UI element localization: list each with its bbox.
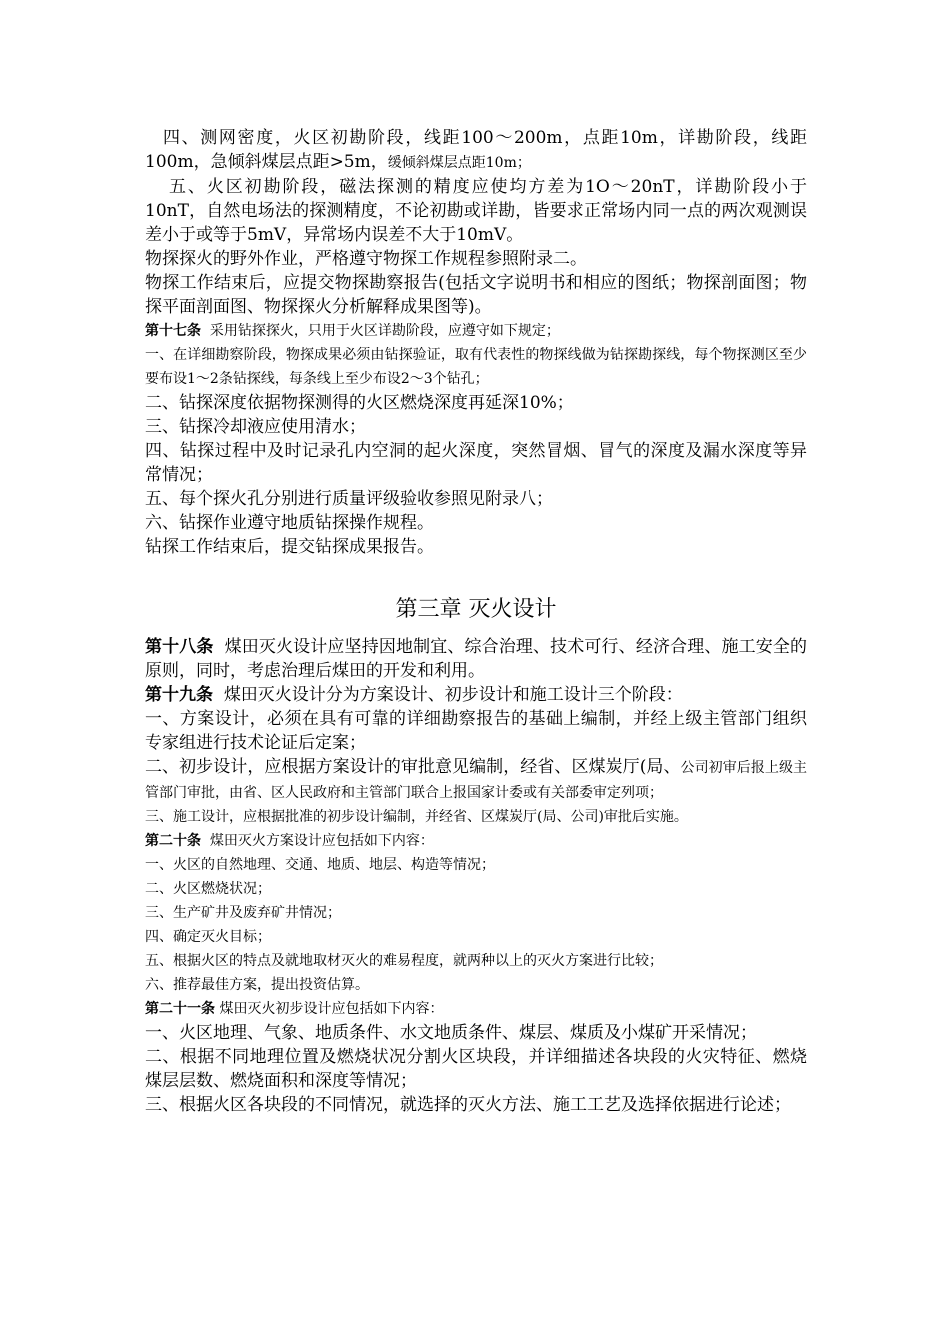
article-17-item-1: 一、在详细勘察阶段，物探成果必须由钻探验证，取有代表性的物探线做为钻探勘探线，每个物探测区至少要布设1～2条钻探线，每条线上至少布设2～3个钻孔； [145, 347, 807, 387]
paragraph-precision: 五、火区初勘阶段，磁法探测的精度应使均方差为1O～20nT，详勘阶段小于10nT，自然电场法的探测精度，不论初勘或详勘，皆要求正常场内同一点的两次观测误差小于或等于5mV，异常场内误差不大于10mV。 [145, 177, 807, 245]
article-19 [145, 683, 807, 707]
paragraph-report: 物探工作结束后，应提交物探勘察报告(包括文字说明书和相应的图纸；物探剖面图；物探平面剖面图、物探探火分析解释成果图等)。 [145, 273, 807, 317]
article-17-item-5: 五、每个探火孔分别进行质量评级验收参照见附录八； [145, 489, 553, 509]
article-17 [145, 319, 807, 343]
article-20-item: 二、火区燃烧状况； [145, 881, 271, 897]
article-21-item-1: 一、火区地理、气象、地质条件、水文地质条件、煤层、煤质及小煤矿开采情况； [145, 1023, 757, 1043]
article-21-item-2: 二、根据不同地理位置及燃烧状况分割火区块段，并详细描述各块段的火灾特征、燃烧煤层层数、燃烧面积和深度等情况； [145, 1047, 807, 1091]
article-label: 第二十条 [145, 833, 201, 849]
article-20 [145, 829, 807, 853]
article-19-item-3: 三、施工设计，应根据批准的初步设计编制，并经省、区煤炭厅(局、公司)审批后实施。 [145, 809, 688, 825]
article-17-item-4: 四、钻探过程中及时记录孔内空洞的起火深度，突然冒烟、冒气的深度及漏水深度等异常情况； [145, 441, 807, 485]
article-label: 第十八条 [145, 637, 214, 657]
article-text: 煤田灭火设计分为方案设计、初步设计和施工设计三个阶段： [223, 685, 683, 705]
article-text: 煤田灭火方案设计应包括如下内容： [209, 833, 434, 849]
article-20-item: 四、确定灭火目标； [145, 929, 271, 945]
article-17-conclusion: 钻探工作结束后，提交钻探成果报告。 [145, 537, 434, 557]
article-20-item: 五、根据火区的特点及就地取材灭火的难易程度，就两种以上的灭火方案进行比较； [145, 953, 663, 969]
article-20-item: 六、推荐最佳方案，提出投资估算。 [145, 977, 369, 993]
paragraph-text-small: 缓倾斜煤层点距10m； [387, 155, 531, 171]
article-17-item-6: 六、钻探作业遵守地质钻探操作规程。 [145, 513, 434, 533]
article-label: 第十七条 [145, 323, 201, 339]
article-text: 煤田灭火设计应坚持因地制宜、综合治理、技术可行、经济合理、施工安全的原则，同时，考虑治理后煤田的开发和利用。 [145, 637, 808, 681]
article-18 [145, 635, 807, 683]
paragraph-text: 四、测网密度，火区初勘阶段，线距100～200m，点距10m，详勘阶段，线距100m，急倾斜煤层点距>5m， [145, 128, 807, 172]
article-20-item: 三、生产矿井及废弃矿井情况； [145, 905, 341, 921]
paragraph-survey-grid [145, 126, 807, 175]
article-text: 采用钻探探火，只用于火区详勘阶段，应遵守如下规定； [209, 323, 560, 339]
item-text: 二、初步设计，应根据方案设计的审批意见编制，经省、区煤炭厅(局、 [145, 757, 681, 777]
article-21-item-3: 三、根据火区各块段的不同情况，就选择的灭火方法、施工工艺及选择依据进行论述； [145, 1095, 791, 1115]
article-label: 第十九条 [145, 685, 213, 705]
article-19-item-1: 一、方案设计，必须在具有可靠的详细勘察报告的基础上编制，并经上级主管部门组织专家组进行技术论证后定案； [145, 709, 807, 753]
article-19-item-2 [145, 755, 807, 805]
chapter-title: 第三章 灭火设计 [395, 597, 557, 622]
paragraph-field-work: 物探探火的野外作业，严格遵守物探工作规程参照附录二。 [145, 249, 587, 269]
article-17-item-3: 三、钻探冷却液应使用清水； [145, 417, 366, 437]
article-text: 煤田灭火初步设计应包括如下内容： [219, 1001, 444, 1017]
article-17-item-2: 二、钻探深度依据物探测得的火区燃烧深度再延深10%； [145, 393, 574, 413]
article-label: 第二十一条 [145, 1001, 215, 1017]
document-body [145, 126, 807, 1117]
article-21 [145, 997, 807, 1021]
article-20-item: 一、火区的自然地理、交通、地质、地层、构造等情况； [145, 857, 495, 873]
item-text-small: 公司初审后报上级主管部门审批，由省、区人民政府和主管部门联合上报国家计委或有关部委审定列项； [145, 760, 808, 801]
